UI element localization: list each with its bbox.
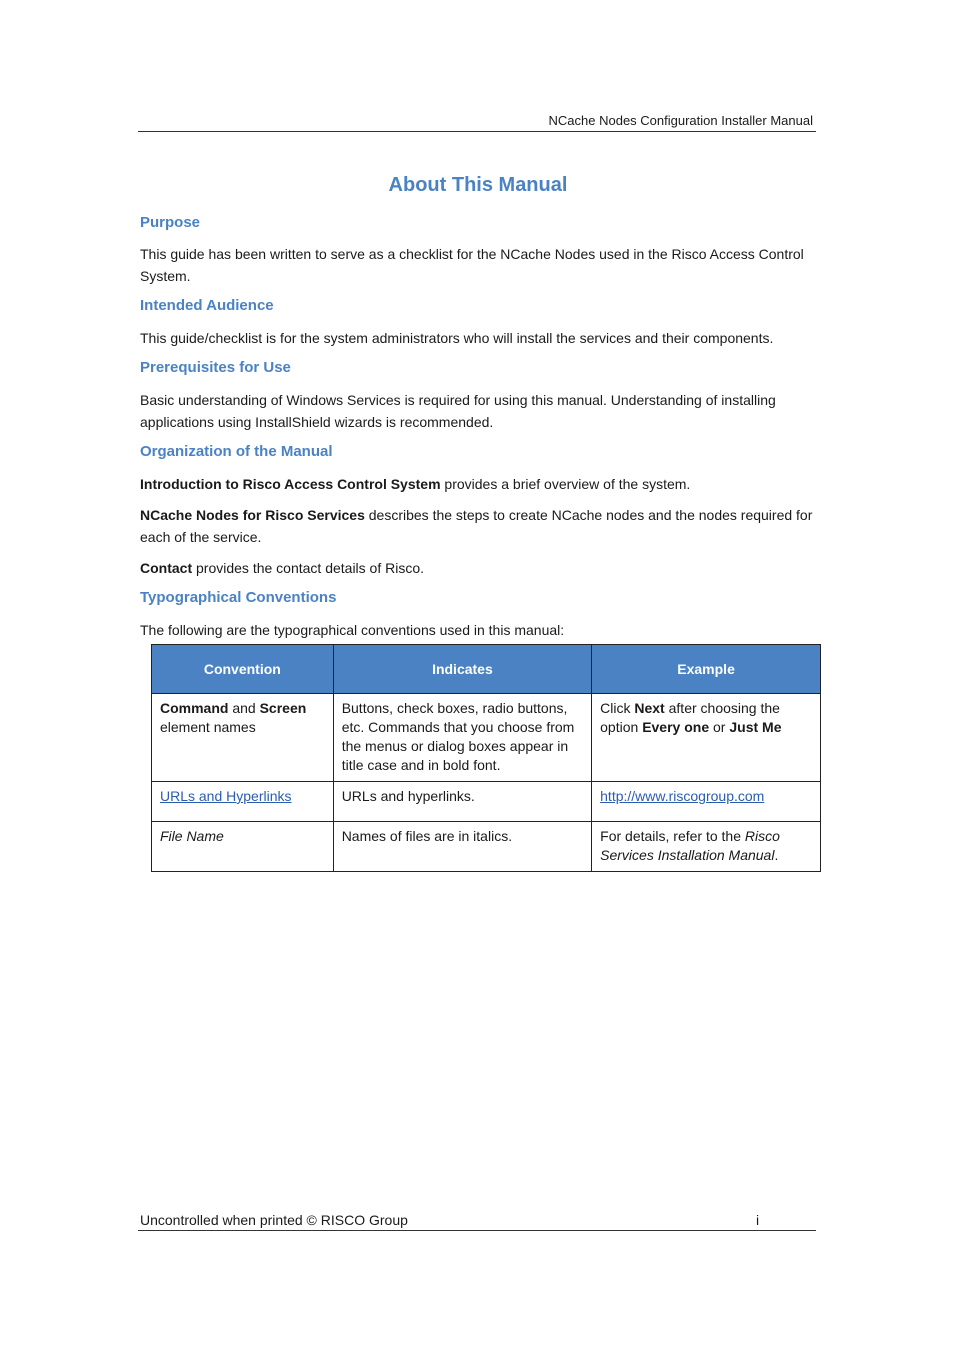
organization-item-desc: describes the steps to create NCache nodes and the nodes required for each of the service. [140,507,813,545]
organization-item-title: Introduction to Risco Access Control System [140,476,441,492]
cell-example [592,822,821,872]
purpose-heading: Purpose [140,214,201,231]
audience-heading: Intended Audience [140,297,274,314]
page-number: i [756,1212,760,1228]
text: or [709,719,730,735]
cell-convention [152,782,334,822]
cell-indicates: Names of files are in italics. [333,822,591,872]
header-indicates: Indicates [333,645,591,694]
cell-convention [152,694,334,782]
header-rule [138,131,816,132]
organization-item [140,473,816,495]
organization-item [140,557,816,579]
page-title: About This Manual [388,174,568,196]
conventions-table [151,644,821,872]
header-convention: Convention [152,645,334,694]
text: and [228,700,260,716]
bold-just-me: Just Me [729,719,782,735]
table-row [152,694,821,782]
table-header-row [152,645,821,694]
cell-convention [152,822,334,872]
organization-item-desc: provides a brief overview of the system. [440,476,691,492]
text: element names [160,719,256,735]
text: after choosing the option [600,700,780,735]
text: For details, refer to the [600,828,745,844]
prereq-text: Basic understanding of Windows Services is required for using this manual. Understanding of installing applications using InstallShield wizards is recommended. [140,392,776,430]
cell-indicates: Buttons, check boxes, radio buttons, etc. Commands that you choose from the menus or dialog boxes appear in title case and in bold font. [333,694,591,782]
table-row [152,782,821,822]
organization-item-title: Contact [140,560,193,576]
organization-heading: Organization of the Manual [140,443,333,460]
header-example: Example [592,645,821,694]
footer-rule [138,1230,816,1231]
bold-next: Next [634,700,665,716]
typo-intro: The following are the typographical conventions used in this manual: [140,622,565,638]
typo-heading: Typographical Conventions [140,589,337,606]
bold-every-one: Every one [642,719,710,735]
purpose-text: This guide has been written to serve as a checklist for the NCache Nodes used in the Risco Access Control System. [140,246,804,284]
main-content [140,170,816,641]
audience-text: This guide/checklist is for the system administrators who will install the services and their components. [140,330,774,346]
cell-example [592,782,821,822]
organization-item [140,504,816,548]
running-header: NCache Nodes Configuration Installer Manual [548,113,813,128]
cell-indicates: URLs and hyperlinks. [333,782,591,822]
footer-text: Uncontrolled when printed © RISCO Group [140,1212,408,1228]
risco-url-link[interactable]: http://www.riscogroup.com [600,788,765,804]
table-row [152,822,821,872]
text: . [774,847,779,863]
italic-file-name: File Name [160,828,224,844]
italic-manual-name: Risco Services Installation Manual [600,828,780,863]
bold-screen: Screen [259,700,307,716]
organization-item-desc: provides the contact details of Risco. [192,560,425,576]
organization-item-title: NCache Nodes for Risco Services [140,507,365,523]
bold-command: Command [160,700,229,716]
hyperlink-sample[interactable]: URLs and Hyperlinks [160,788,292,804]
prereq-heading: Prerequisites for Use [140,359,291,376]
text: Click [600,700,635,716]
cell-example [592,694,821,782]
